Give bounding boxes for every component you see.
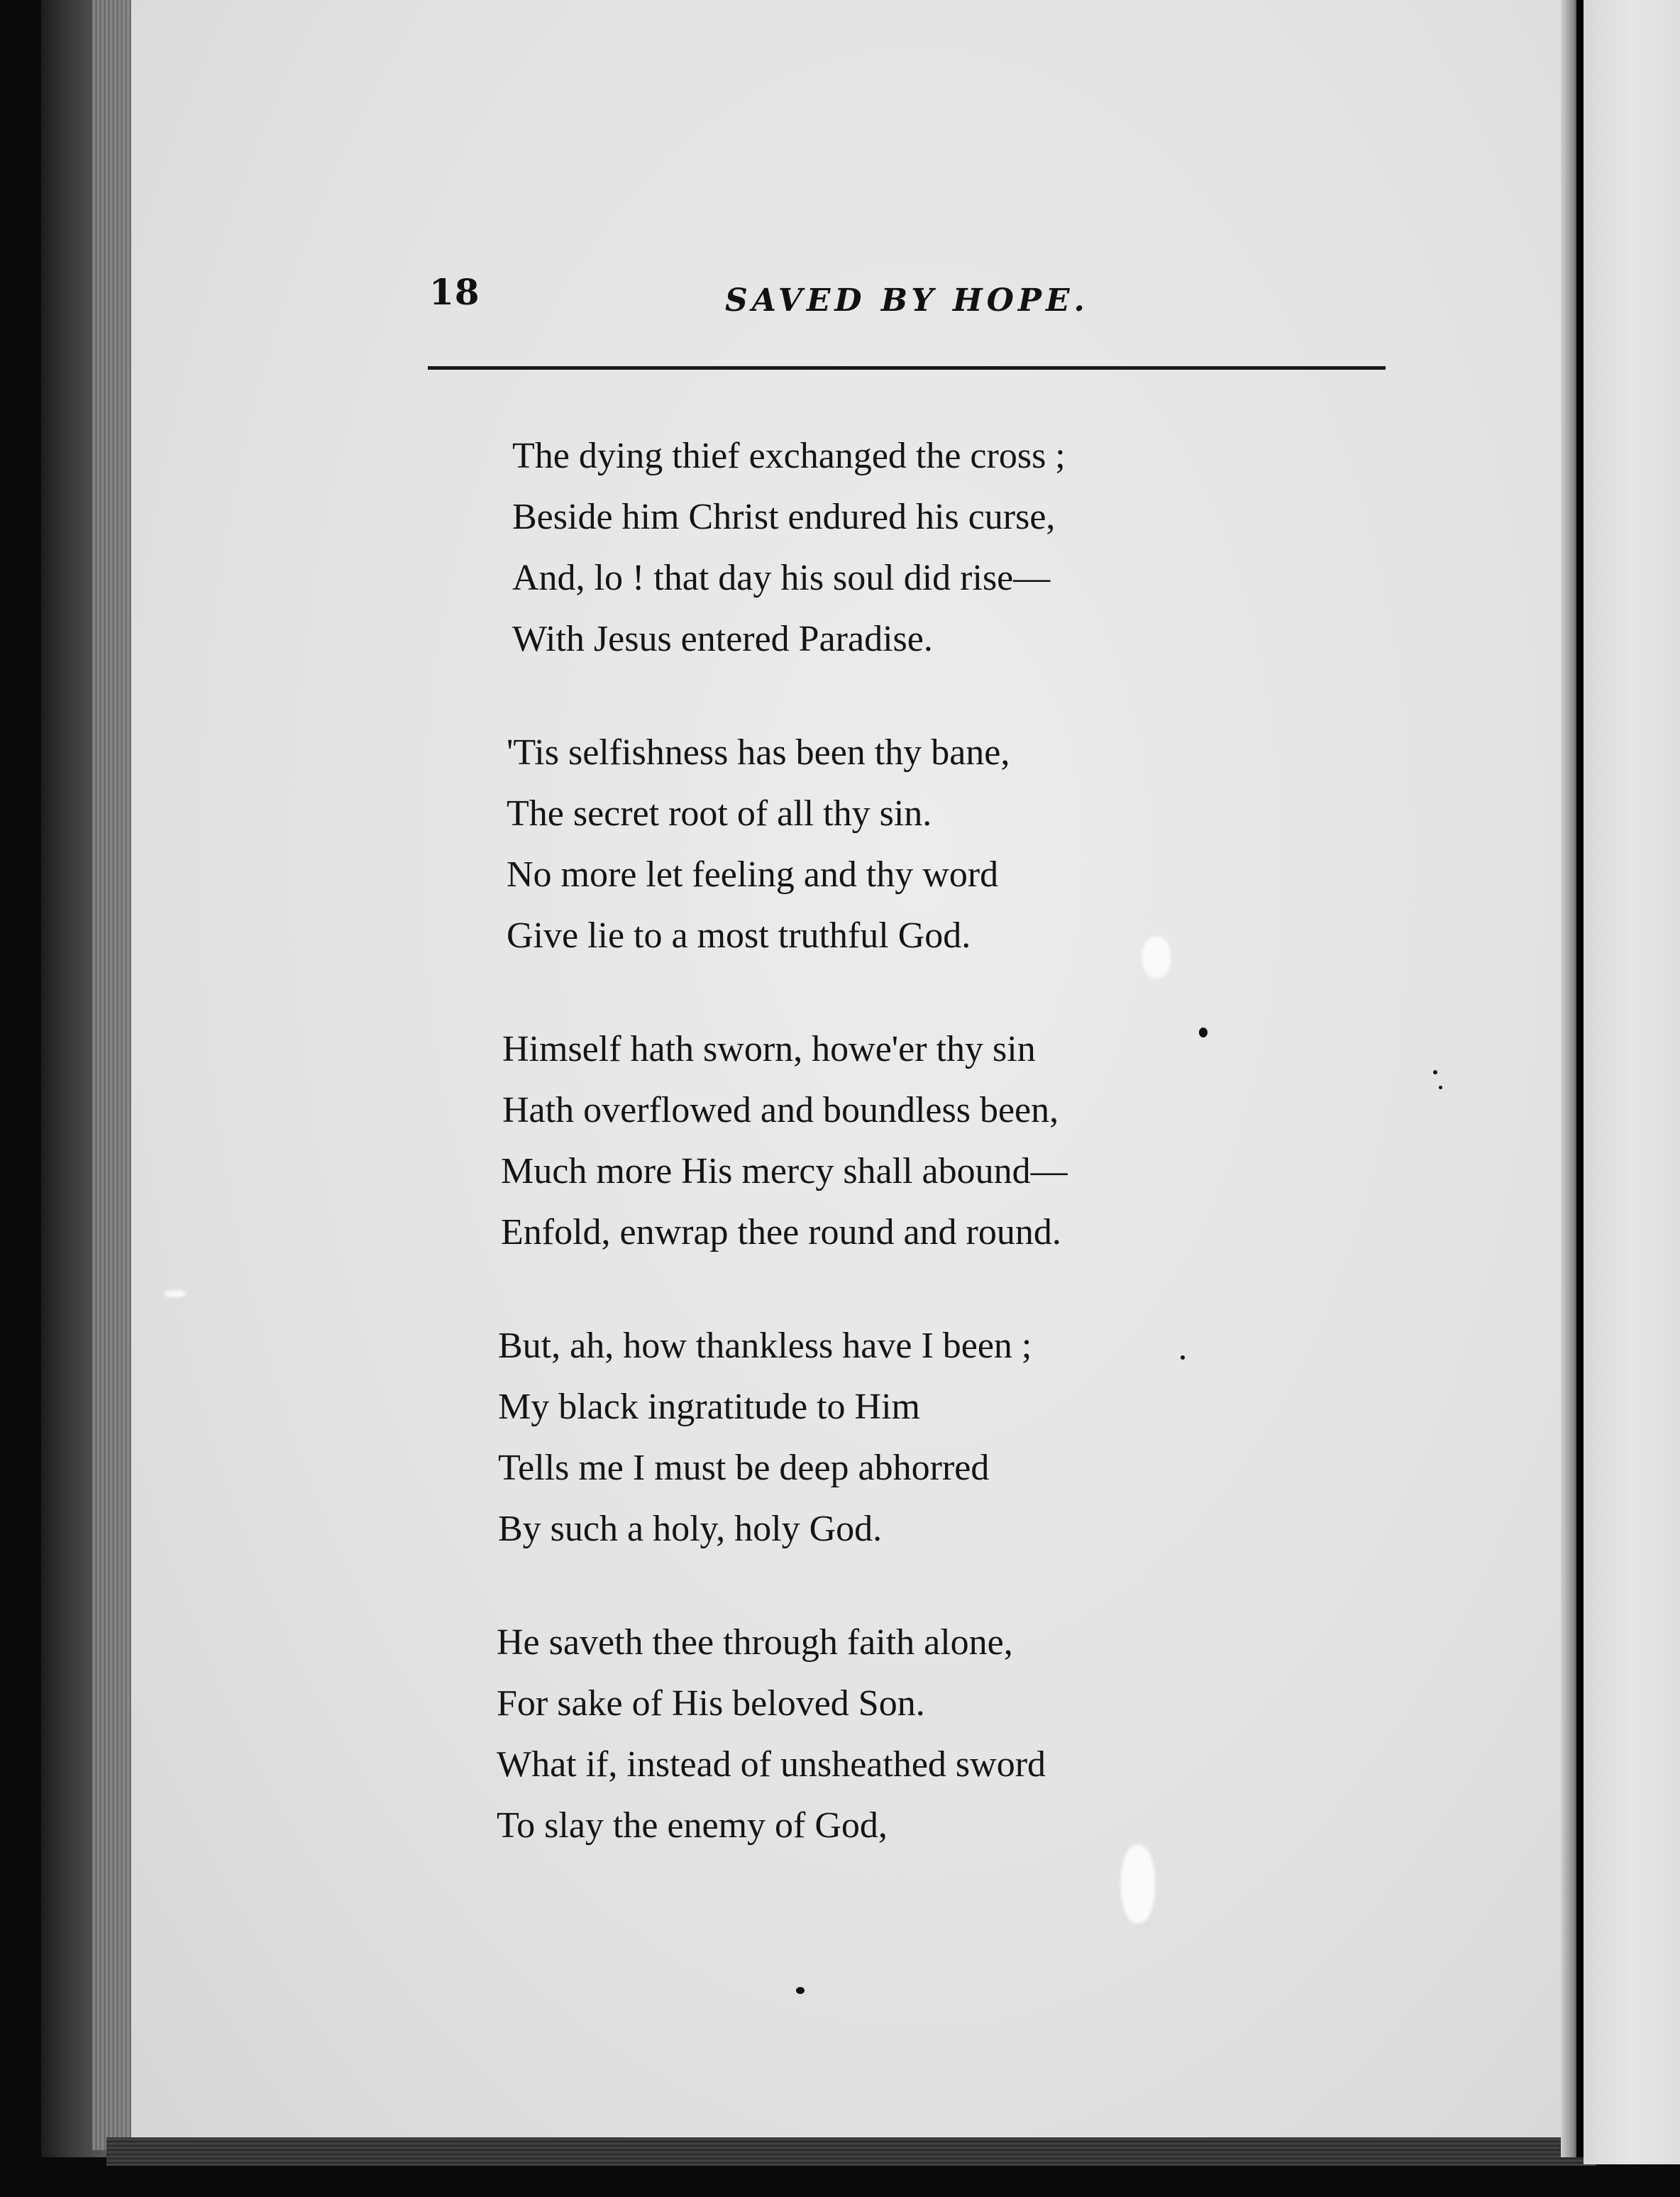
poem-line: Tells me I must be deep abhorred [498, 1448, 990, 1488]
poem-line: Hath overflowed and boundless been, [502, 1090, 1059, 1130]
paper-blemish [1142, 937, 1171, 978]
poem-line: What if, instead of unsheathed sword [497, 1744, 1046, 1785]
poem-line: The dying thief exchanged the cross ; [512, 436, 1066, 476]
ink-speck [1181, 1355, 1185, 1360]
poem-line: 'Tis selfishness has been thy bane, [507, 732, 1010, 773]
poem-line: With Jesus entered Paradise. [512, 619, 933, 659]
paper-blemish [165, 1290, 186, 1297]
ink-speck [1199, 1028, 1208, 1037]
header-rule [428, 366, 1386, 370]
stanza [497, 722, 1277, 967]
poem-line: Himself hath sworn, howe'er thy sin [502, 1029, 1036, 1069]
poem-line: Enfold, enwrap thee round and round. [501, 1212, 1061, 1252]
stanza [497, 1612, 1277, 1856]
poem-line: Much more His mercy shall abound— [501, 1151, 1068, 1191]
poem-line: My black ingratitude to Him [498, 1387, 921, 1427]
poem-line: Give lie to a most truthful God. [507, 915, 971, 956]
stanza [497, 1019, 1277, 1263]
ink-speck [1433, 1070, 1437, 1074]
poem-line: Beside him Christ endured his curse, [512, 497, 1056, 537]
stanza [497, 426, 1277, 670]
ink-speck [796, 1987, 805, 1994]
running-title: SAVED BY HOPE. [725, 282, 1089, 319]
page-bottom-edge [106, 2137, 1596, 2166]
paper-blemish [1121, 1845, 1155, 1923]
poem-line: But, ah, how thankless have I been ; [498, 1326, 1032, 1366]
poem-line: No more let feeling and thy word [507, 854, 999, 895]
facing-page-sliver [1584, 0, 1680, 2164]
ink-speck [1439, 1086, 1442, 1089]
page-number: 18 [429, 271, 480, 313]
page-stack-edge [92, 0, 135, 2150]
poem-line: He saveth thee through faith alone, [497, 1622, 1013, 1663]
poem-line: The secret root of all thy sin. [507, 793, 932, 834]
poem-line: By such a holy, holy God. [498, 1509, 883, 1549]
poem-line: For sake of His beloved Son. [497, 1683, 925, 1724]
poem-line: To slay the enemy of God, [497, 1805, 888, 1846]
poem-line: And, lo ! that day his soul did rise— [512, 558, 1051, 598]
poem-body [497, 426, 1277, 1909]
gutter-shadow [1576, 0, 1584, 2157]
stanza [497, 1316, 1277, 1560]
